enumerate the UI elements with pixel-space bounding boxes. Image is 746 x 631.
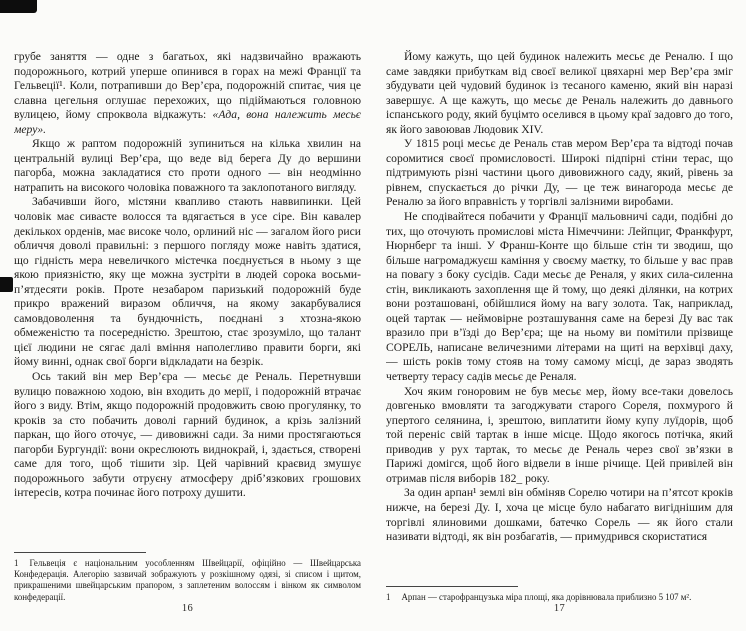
paragraph: Йому кажуть, що цей будинок належить месьє де Реналю. І що саме завдяки прибуткам від своєї великої цвяхарні мер Вер’єра зміг збудувати цей чудовий будинок із тесаного каменю, який він наразі завершує. А ще кажуть, що месьє де Реналь належить до давнього іспанського роду, який буцімто оселився в цьому краї задовго до того, як його завоював Людовик XIV. <box>386 50 733 136</box>
left-page-text <box>14 50 361 501</box>
paragraph: Хоч яким гоноровим не був месьє мер, йому все-таки довелось довгенько вмовляти та загоджувати старого Сореля, похмурого й упертого селянина, і, зрештою, виплатити йому купу луїдорів, щоб той переніс свій тартак в інше місце. Щодо якогось потічка, який приводив у рух тартак, то месьє де Реналь через свої зв’язки в Парижі домігся, щоб його відвели в інше річище. Цей привілей він отримав після виборів 182_ року. <box>386 384 733 485</box>
paragraph: За один арпан¹ землі він обміняв Сорелю чотири на п’ятсот кроків нижче, на березі Ду. І, хоча це місце було набагато вигіднішим для торгівлі ялиновими дошками, батечко Сорель — як його стали називати відтоді, як він розбагатів, — примудрився скористатися <box>386 486 733 544</box>
left-footnotes <box>14 552 361 603</box>
margin-bookmark-marker[interactable] <box>0 277 13 292</box>
paragraph: Якщо ж раптом подорожній зупиниться на кілька хвилин на центральній вулиці Вер’єра, що веде від берега Ду до вершини пагорба, можна закладатися сто проти одного — він неодмінно натрапить на високого чоловіка поважного та заклопотаного вигляду. <box>14 137 361 194</box>
footnote-rule <box>14 552 146 553</box>
footnote <box>14 558 361 603</box>
footnote-marker: 1 <box>14 557 19 568</box>
paragraph: Ось такий він мер Вер’єра — месьє де Реналь. Перетнувши вулицю поважною ходою, він входить до мерії, і подорожній втрачає його з виду. Втім, якщо подорожній продовжить свою прогулянку, то кроків за сто побачить доволі гарний будинок, а крізь залізний паркан, що його оточує, — дивовижні сади. За ними простягаються пагорби Бургундії: вони окреслюють виднокрай, і, здається, створені саме для того, щоб тішити зір. Цей чарівний краєвид змушує подорожнього забути отруєну атмосферу дріб’язкових грошових інтересів, котра починає його потроху душити. <box>14 370 361 500</box>
footnote <box>386 592 733 603</box>
paragraph-italic-quote: «Ада, вона належить месьє меру». <box>14 108 361 136</box>
left-page-number: 16 <box>181 603 194 614</box>
paragraph: Забачивши його, містяни квапливо стають наввипинки. Цей чоловік має сивасте волосся та вдягається в усе сіре. Він кавалер декількох орденів, має високе чоло, орлиний ніс — загалом його риси обличчя доволі правильні: з першого погляду може навіть здатися, що гідність мера невеличкого містечка поєднується в ньому з ще якою приязністю, яку ще можна зустріти в людей сорока восьми-п’ятдесяти років. Проте незабаром паризький подорожній буде прикро вражений виразом обличчя, на якому закарбувалися самовдоволення та бундючність, поєднані з хтозна-якою обмеженістю та посередністю. Зрештою, стає зрозуміло, що талант цієї людини не сягає далі вміння наполегливо правити борги, які йому винні, однак свої борги відкладати на безрік. <box>14 195 361 369</box>
corner-tab[interactable] <box>0 0 37 13</box>
footnote-text: Арпан — старофранцузька міра площі, яка дорівнювала приблизно 5 107 м². <box>401 591 692 602</box>
left-page <box>14 50 361 603</box>
right-page-number: 17 <box>553 603 566 614</box>
paragraph: У 1815 році месьє де Реналь став мером Вер’єра та відтоді почав соромитися своєї промисловості. Широкі підпірні стіни терас, що підтримують різні частини цього дивовижного саду, який, рівень за рівнем, спускається до річки Ду, — це теж винагорода месьє де Реналю за його вправність у торгівлі залізними виробами. <box>386 137 733 209</box>
paragraph: Не сподівайтеся побачити у Франції мальовничі сади, подібні до тих, що оточують промислові міста Німеччини: Лейпциг, Франкфурт, Нюрнберг та інші. У Франш-Конте що більше стін ти зводиш, що більше нагромаджуєш каміння у своєму маєтку, то більше у вас прав на повагу з боку сусідів. Сади месьє де Реналя, у яких сила-силенна стін, викликають захоплення ще й тому, що деякі ділянки, на котрих вони розташовані, обійшлися йому на вагу золота. Так, наприклад, оцей тартак — неймовірне розташування саме на березі Ду вас так вразило при в’їзді до Вер’єра; ще на ньому ви помітили прізвище СОРЕЛЬ, написане величезними літерами на щиті на верхівці даху, — шість років тому стояв на тому самому місці, де зараз зводять четверту терасу садів месьє де Реналя. <box>386 210 733 384</box>
right-footnotes <box>386 586 733 603</box>
right-page-text <box>386 50 733 545</box>
paragraph <box>14 50 361 137</box>
footnote-text: Гельвеція є національним уособленням Швейцарії, офіційно — Швейцарська Конфедерація. Алегорію зазвичай зображують у розкішному одязі, зі списом і щитом, прикрашеними швейцарським прапором, з заплетеним волоссям і вінком як символом конфедерації. <box>14 557 361 602</box>
paragraph-text: грубе заняття — одне з багатьох, які надзвичайно вражають подорожнього, котрий уперше опинився в горах на межі Франції та Гельвеції¹. Коли, потрапивши до Вер’єра, подорожній спитає, чия це славна цегельня оглушає перехожих, що підіймаються головною вулицею, йому спроквола відкажуть: <box>14 50 361 122</box>
footnote-rule <box>386 586 518 587</box>
footnote-marker: 1 <box>386 591 391 602</box>
right-page <box>386 50 733 603</box>
